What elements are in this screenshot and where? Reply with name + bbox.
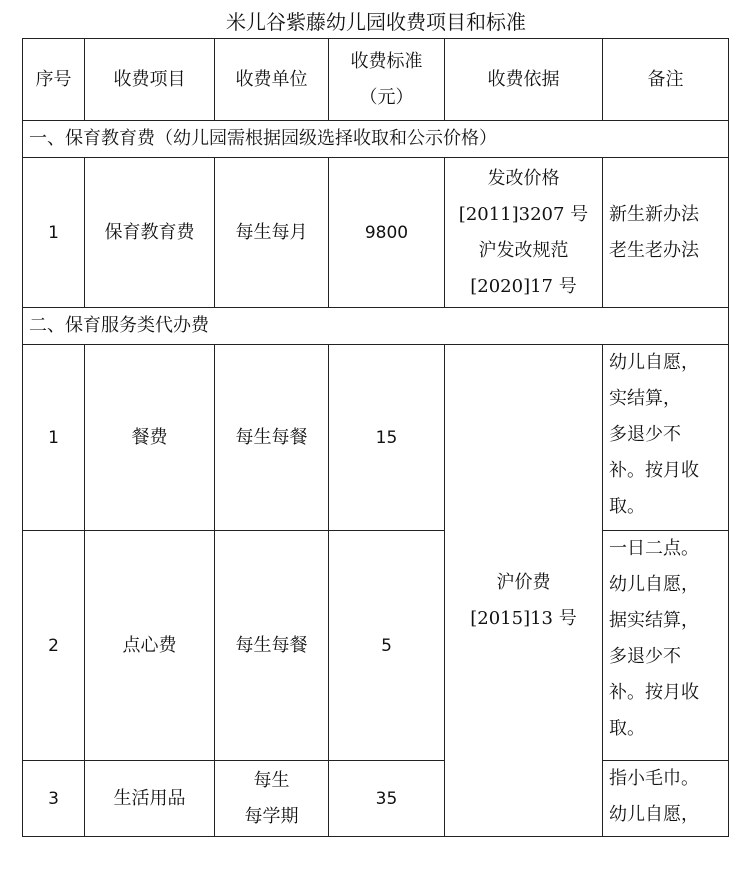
basis-line: [2015]13 号 bbox=[470, 608, 577, 629]
row-unit: 每生每月 bbox=[215, 158, 329, 308]
fee-table bbox=[22, 38, 729, 837]
note-line: 指小毛巾。 bbox=[609, 768, 699, 789]
row-item: 生活用品 bbox=[85, 761, 215, 837]
row-seq: 1 bbox=[23, 158, 85, 308]
note-line: 幼儿自愿， bbox=[609, 352, 699, 373]
note-line: 补。按月收 bbox=[609, 682, 699, 703]
row-unit: 每生每餐 bbox=[215, 345, 329, 531]
row-seq: 1 bbox=[23, 345, 85, 531]
row-item: 点心费 bbox=[85, 531, 215, 761]
row-note bbox=[603, 531, 729, 761]
row-seq: 2 bbox=[23, 531, 85, 761]
basis-line: 沪发改规范 bbox=[478, 239, 569, 261]
table-row bbox=[23, 531, 729, 761]
note-line: 取。 bbox=[609, 496, 645, 517]
row-unit: 每生每餐 bbox=[215, 531, 329, 761]
basis-line: 沪价费 bbox=[496, 572, 551, 593]
row-note bbox=[603, 345, 729, 531]
section-title-2: 二、保育服务类代办费 bbox=[23, 308, 729, 345]
unit-line: 每学期 bbox=[244, 805, 299, 827]
note-line: 多退少不 bbox=[609, 646, 681, 667]
header-unit: 收费单位 bbox=[215, 39, 329, 121]
row-item: 保育教育费 bbox=[85, 158, 215, 308]
row-note bbox=[603, 761, 729, 837]
note-line: 一日二点。 bbox=[609, 538, 699, 559]
basis-line: 发改价格 bbox=[487, 167, 560, 189]
basis-line: [2011]3207 号 bbox=[458, 203, 589, 225]
table-row bbox=[23, 345, 729, 531]
row-standard: 5 bbox=[329, 531, 445, 761]
header-seq: 序号 bbox=[23, 39, 85, 121]
basis-line: [2020]17 号 bbox=[470, 275, 577, 297]
row-basis-shared bbox=[445, 345, 603, 837]
section-row-1 bbox=[23, 121, 729, 158]
header-note: 备注 bbox=[603, 39, 729, 121]
note-line: 老生老办法 bbox=[609, 239, 699, 261]
header-basis: 收费依据 bbox=[445, 39, 603, 121]
row-standard: 9800 bbox=[329, 158, 445, 308]
note-line: 新生新办法 bbox=[609, 203, 699, 225]
header-standard bbox=[329, 39, 445, 121]
section-title-1: 一、保育教育费（幼儿园需根据园级选择收取和公示价格） bbox=[23, 121, 729, 158]
unit-line: 每生 bbox=[253, 769, 290, 791]
header-row bbox=[23, 39, 729, 121]
row-note bbox=[603, 158, 729, 308]
row-seq: 3 bbox=[23, 761, 85, 837]
note-line: 实结算， bbox=[609, 388, 681, 409]
note-line: 幼儿自愿， bbox=[609, 574, 699, 595]
note-line: 补。按月收 bbox=[609, 460, 699, 481]
note-line: 幼儿自愿， bbox=[609, 804, 699, 825]
table-row bbox=[23, 158, 729, 308]
note-line: 取。 bbox=[609, 718, 645, 739]
header-standard-line2: （元） bbox=[359, 86, 414, 108]
row-item: 餐费 bbox=[85, 345, 215, 531]
document-title: 米儿谷紫藤幼儿园收费项目和标准 bbox=[226, 10, 526, 34]
header-standard-line1: 收费标准 bbox=[350, 50, 423, 72]
section-row-2 bbox=[23, 308, 729, 345]
table-row bbox=[23, 761, 729, 837]
note-line: 多退少不 bbox=[609, 424, 681, 445]
row-unit bbox=[215, 761, 329, 837]
row-standard: 15 bbox=[329, 345, 445, 531]
row-standard: 35 bbox=[329, 761, 445, 837]
header-item: 收费项目 bbox=[85, 39, 215, 121]
note-line: 据实结算， bbox=[609, 610, 699, 631]
row-basis bbox=[445, 158, 603, 308]
